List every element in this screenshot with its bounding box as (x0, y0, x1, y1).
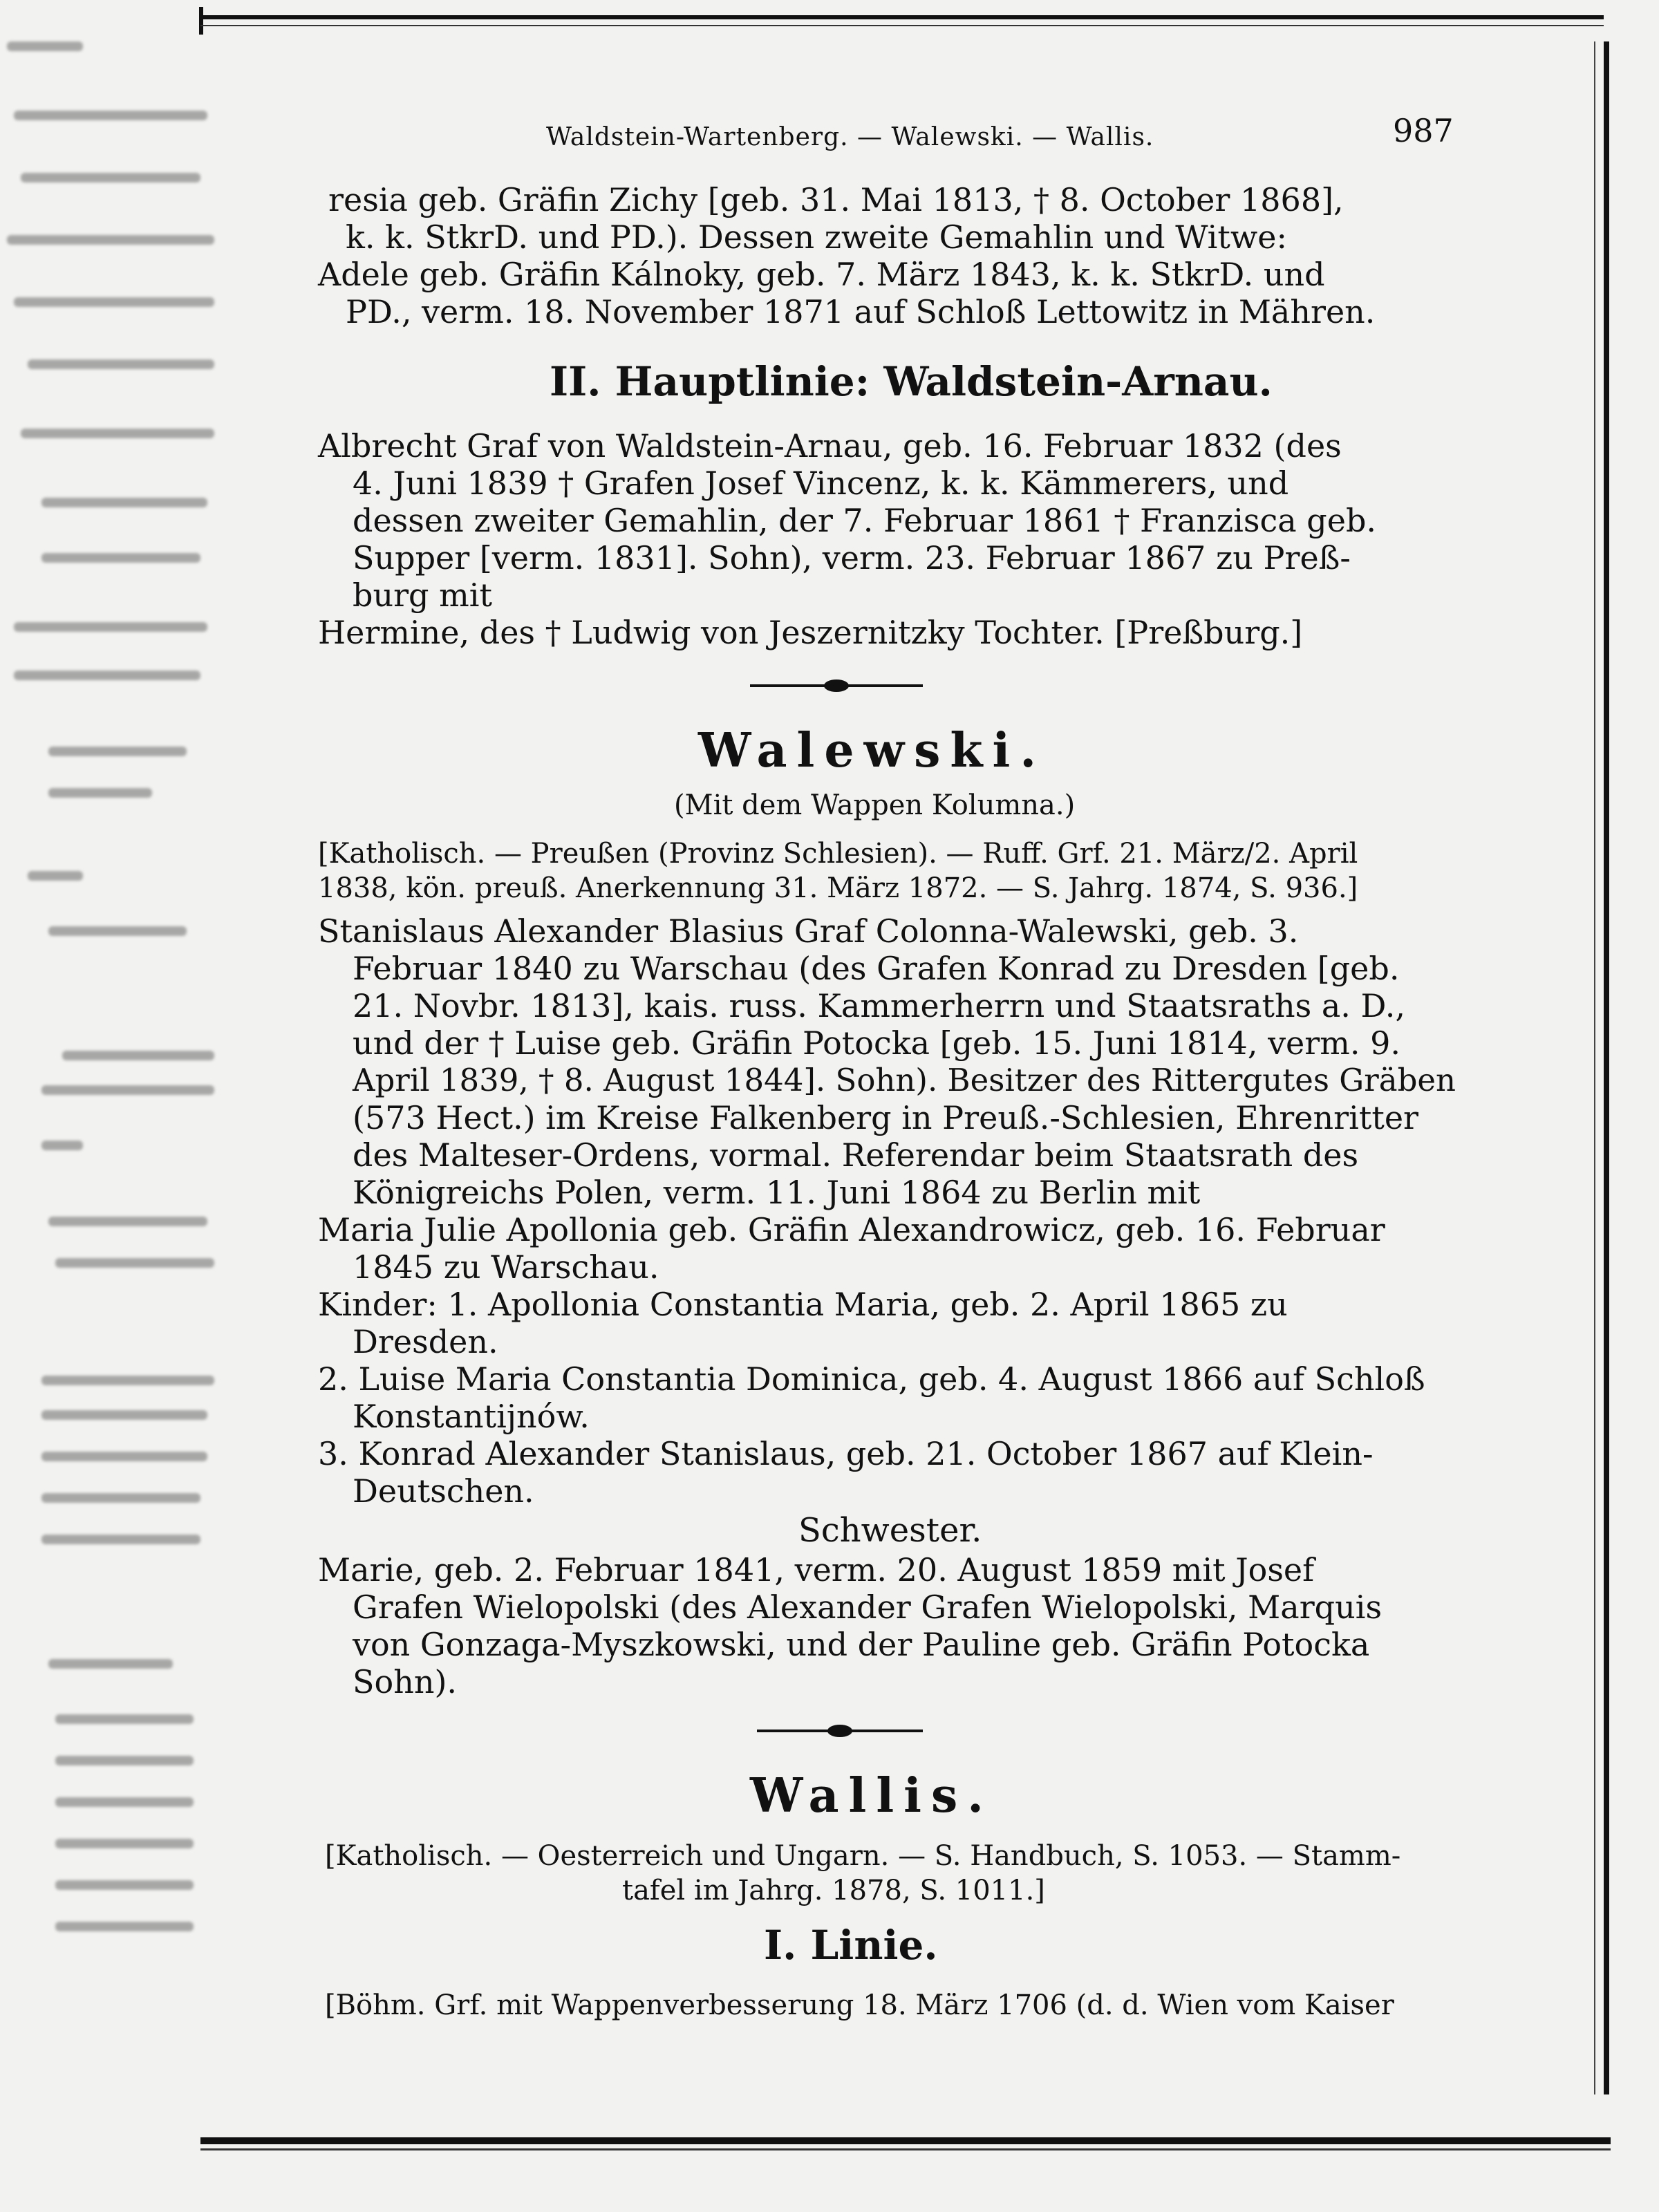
family-heading-walewski: Walewski. (698, 723, 1047, 778)
bleed-mark (28, 359, 214, 369)
text-line: Deutschen. (353, 1472, 534, 1510)
divider-ornament (827, 1725, 852, 1737)
section-heading-hauptlinie: II. Hauptlinie: Waldstein-Arnau. (550, 358, 1273, 405)
page-number: 987 (1393, 112, 1454, 149)
scan-border-right-thin (1594, 41, 1595, 2094)
text-line: April 1839, † 8. August 1844]. Sohn). Besitzer des Rittergutes Gräben (353, 1062, 1456, 1098)
text-line: 21. Novbr. 1813], kais. russ. Kammerherrn und Staatsraths a. D., (353, 987, 1406, 1024)
text-line: (573 Hect.) im Kreise Falkenberg in Preuß.-Schlesien, Ehrenritter (353, 1099, 1419, 1136)
scan-border-bottom-thin (200, 2148, 1611, 2150)
bleed-mark (14, 297, 214, 307)
text-line: Stanislaus Alexander Blasius Graf Colonna-Walewski, geb. 3. (318, 912, 1299, 950)
bleed-mark (48, 788, 152, 798)
text-line: des Malteser-Ordens, vormal. Referendar beim Staatsrath des (353, 1136, 1359, 1174)
bleed-mark (55, 1880, 194, 1890)
text-line: Februar 1840 zu Warschau (des Grafen Konrad zu Dresden [geb. (353, 950, 1400, 987)
family-heading-wallis: Wallis. (750, 1768, 993, 1824)
text-line: dessen zweiter Gemahlin, der 7. Februar 1861 † Franzisca geb. (353, 502, 1377, 539)
bleed-mark (14, 622, 207, 632)
bleed-mark (41, 1141, 83, 1150)
bleed-mark (41, 1376, 214, 1385)
bleed-mark (55, 1714, 194, 1724)
text-line: k. k. StkrD. und PD.). Dessen zweite Gemahlin und Witwe: (346, 218, 1287, 256)
bleed-mark (7, 235, 214, 245)
bracket-note: [Böhm. Grf. mit Wappenverbesserung 18. März 1706 (d. d. Wien vom Kaiser (325, 1989, 1394, 2021)
bleed-mark (41, 553, 200, 563)
bleed-mark (41, 1085, 214, 1095)
bleed-mark (21, 173, 200, 182)
text-line: Dresden. (353, 1323, 498, 1360)
scan-border-bottom (200, 2137, 1611, 2144)
text-line: Grafen Wielopolski (des Alexander Grafen Wielopolski, Marquis (353, 1588, 1382, 1626)
bleed-mark (41, 1452, 207, 1461)
section-heading-linie: I. Linie. (764, 1922, 938, 1969)
bleed-mark (62, 1051, 214, 1060)
bleed-mark (48, 926, 187, 936)
bracket-note: tafel im Jahrg. 1878, S. 1011.] (622, 1875, 1045, 1906)
text-line: Marie, geb. 2. Februar 1841, verm. 20. August 1859 mit Josef (318, 1551, 1315, 1588)
text-line: 3. Konrad Alexander Stanislaus, geb. 21. October 1867 auf Klein- (318, 1435, 1374, 1472)
bleed-mark (41, 1535, 200, 1544)
text-line: von Gonzaga-Myszkowski, und der Pauline geb. Gräfin Potocka (353, 1626, 1370, 1663)
bleed-mark (41, 498, 207, 507)
text-line: Sohn). (353, 1663, 458, 1700)
text-line: Konstantijnów. (353, 1398, 590, 1435)
divider-ornament (824, 679, 849, 692)
bracket-note: 1838, kön. preuß. Anerkennung 31. März 1872. — S. Jahrg. 1874, S. 936.] (318, 872, 1358, 904)
text-line: Adele geb. Gräfin Kálnoky, geb. 7. März 1843, k. k. StkrD. und (318, 256, 1325, 293)
bleed-mark (41, 1493, 200, 1503)
text-line: und der † Luise geb. Gräfin Potocka [geb. 15. Juni 1814, verm. 9. (353, 1024, 1401, 1062)
text-line: Kinder: 1. Apollonia Constantia Maria, geb. 2. April 1865 zu (318, 1286, 1288, 1323)
section-divider (750, 684, 923, 687)
section-divider (757, 1730, 923, 1732)
text-line: Maria Julie Apollonia geb. Gräfin Alexandrowicz, geb. 16. Februar (318, 1211, 1385, 1248)
coat-of-arms-note: (Mit dem Wappen Kolumna.) (674, 789, 1076, 821)
text-line: burg mit (353, 577, 492, 614)
scan-border-top-thin (200, 25, 1604, 26)
bleed-mark (48, 1217, 207, 1226)
running-head: Waldstein-Wartenberg. — Walewski. — Wallis. (546, 123, 1154, 151)
text-line: Hermine, des † Ludwig von Jeszernitzky Tochter. [Preßburg.] (318, 614, 1303, 651)
bleed-mark (28, 871, 83, 881)
text-line: 4. Juni 1839 † Grafen Josef Vincenz, k. k. Kämmerers, und (353, 465, 1289, 502)
text-line: Supper [verm. 1831]. Sohn), verm. 23. Februar 1867 zu Preß- (353, 539, 1351, 577)
scan-border-right (1604, 41, 1609, 2094)
bleed-mark (48, 747, 187, 756)
adjacent-page-bleed (0, 28, 228, 2032)
text-line: 2. Luise Maria Constantia Dominica, geb. 4. August 1866 auf Schloß (318, 1360, 1425, 1398)
bleed-mark (55, 1258, 214, 1268)
bracket-note: [Katholisch. — Oesterreich und Ungarn. — S. Handbuch, S. 1053. — Stamm- (325, 1840, 1401, 1872)
bleed-mark (14, 111, 207, 120)
text-line: Albrecht Graf von Waldstein-Arnau, geb. 16. Februar 1832 (des (318, 427, 1342, 465)
bleed-mark (7, 41, 83, 51)
scan-border-top (200, 15, 1604, 19)
text-line: 1845 zu Warschau. (353, 1248, 659, 1286)
bleed-mark (41, 1410, 207, 1420)
text-line: PD., verm. 18. November 1871 auf Schloß Lettowitz in Mähren. (346, 293, 1376, 330)
text-line: resia geb. Gräfin Zichy [geb. 31. Mai 1813, † 8. October 1868], (328, 181, 1344, 218)
text-line: Königreichs Polen, verm. 11. Juni 1864 zu Berlin mit (353, 1174, 1201, 1211)
bleed-mark (55, 1922, 194, 1931)
bleed-mark (21, 429, 214, 438)
sister-heading: Schwester. (798, 1511, 982, 1550)
bleed-mark (55, 1839, 194, 1848)
bleed-mark (55, 1756, 194, 1765)
bleed-mark (55, 1797, 194, 1807)
bleed-mark (48, 1659, 173, 1669)
bracket-note: [Katholisch. — Preußen (Provinz Schlesien). — Ruff. Grf. 21. März/2. April (318, 838, 1358, 870)
bleed-mark (14, 671, 200, 680)
